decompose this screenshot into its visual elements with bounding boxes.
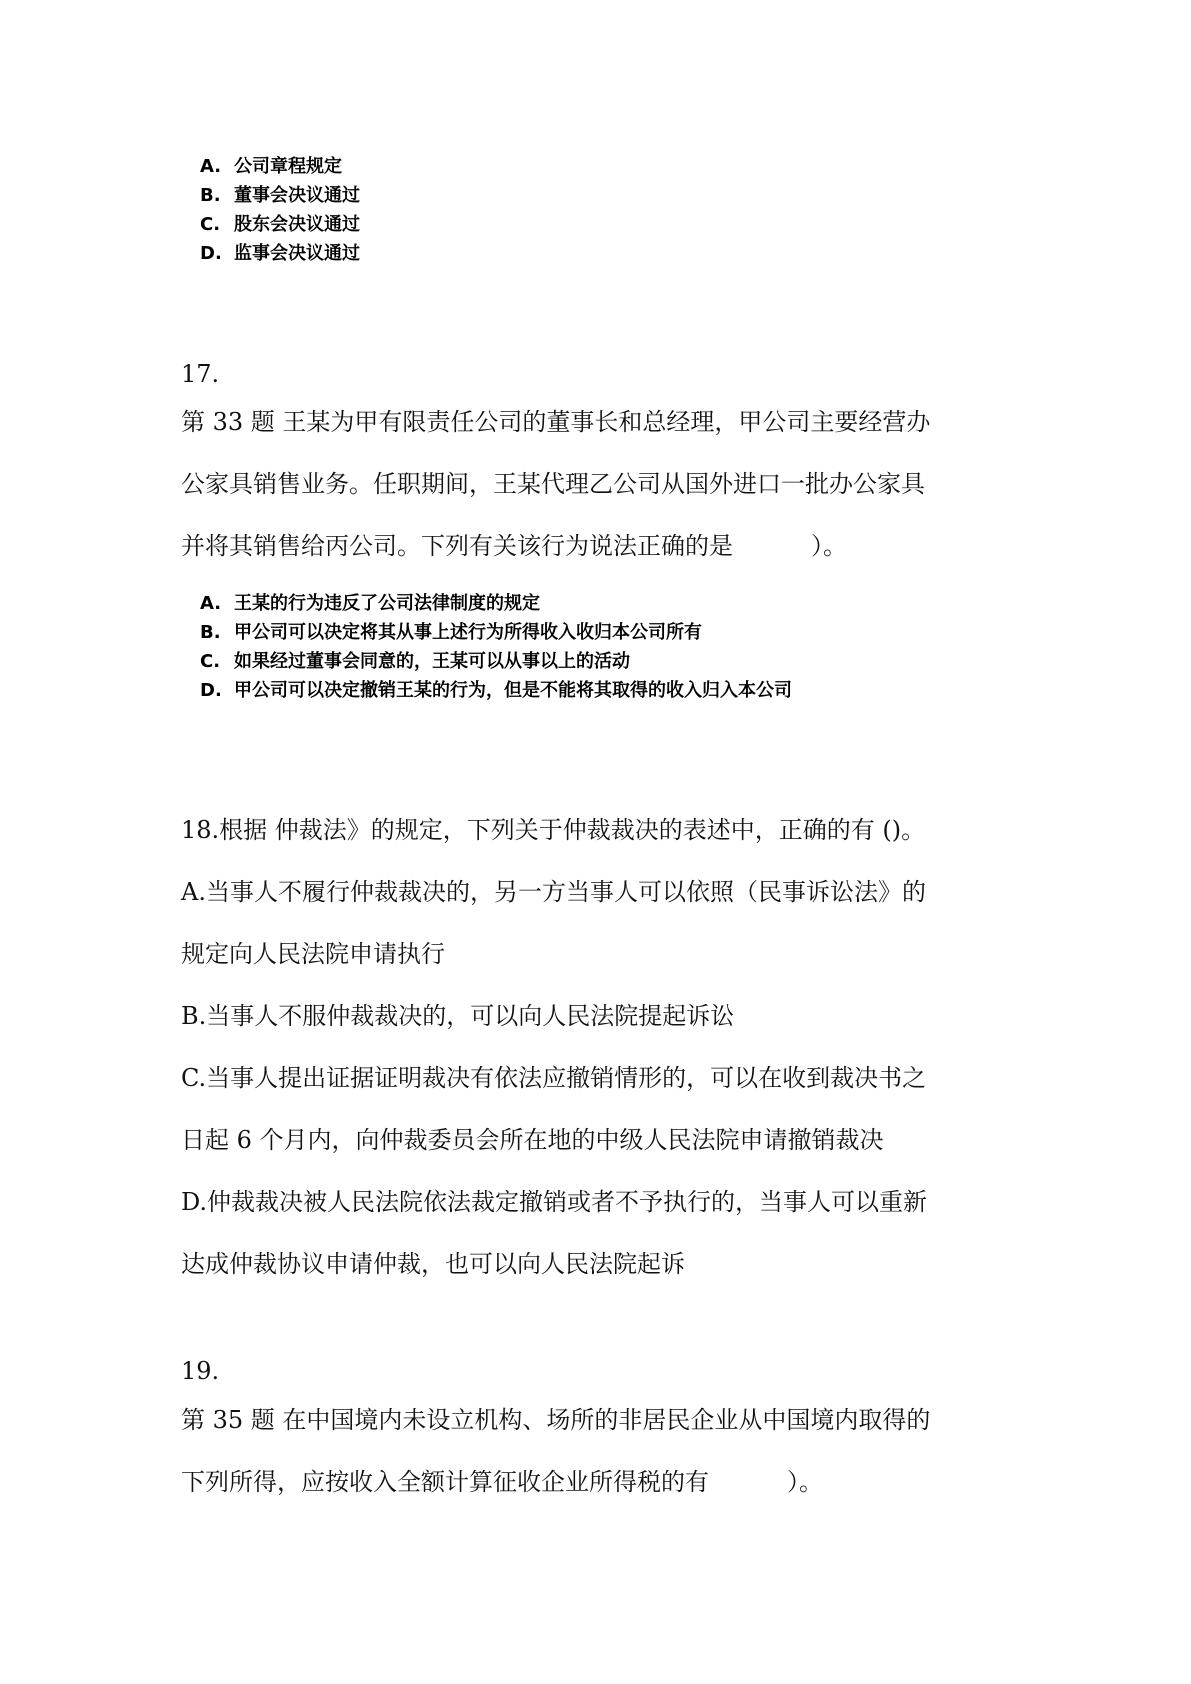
q17-line-3: [181, 530, 847, 562]
q19-line-2-text: 下列所得，应按收入全额计算征收企业所得税的有: [181, 1468, 709, 1496]
q18-line-8: 达成仲裁协议申请仲裁，也可以向人民法院起诉: [181, 1250, 685, 1278]
option-letter: A.: [200, 156, 222, 177]
q19-line-2: [181, 1466, 823, 1498]
q17-option-b: [200, 618, 792, 647]
option-letter: C.: [200, 651, 221, 672]
option-letter: D.: [200, 680, 222, 701]
q18-line-5: C.当事人提出证据证明裁决有依法应撤销情形的，可以在收到裁决书之: [181, 1064, 927, 1092]
q16-option-b: [200, 181, 360, 210]
q16-option-c: [200, 210, 360, 239]
q17-option-c: [200, 647, 792, 676]
q17-line-3-text: 并将其销售给丙公司。下列有关该行为说法正确的是: [181, 532, 733, 560]
option-text: 王某的行为违反了公司法律制度的规定: [234, 593, 540, 614]
option-text: 监事会决议通过: [234, 243, 360, 264]
q17-option-d: [200, 676, 792, 705]
q17-option-a: [200, 589, 792, 618]
q18-line-7: D.仲裁裁决被人民法院依法裁定撤销或者不予执行的，当事人可以重新: [181, 1188, 928, 1216]
q18-line-1: 18.根据 仲裁法》的规定，下列关于仲裁裁决的表述中，正确的有 ()。: [181, 816, 926, 844]
q19-line-1: 第 35 题 在中国境内未设立机构、场所的非居民企业从中国境内取得的: [181, 1406, 931, 1434]
option-letter: B.: [200, 622, 221, 643]
q16-option-d: [200, 239, 360, 268]
q17-line-3-tail: ）。: [811, 532, 847, 560]
option-text: 股东会决议通过: [234, 214, 360, 235]
q19-number: 19.: [181, 1357, 220, 1385]
q18-line-3: 规定向人民法院申请执行: [181, 940, 445, 968]
q18-line-6: 日起 6 个月内，向仲裁委员会所在地的中级人民法院申请撤销裁决: [181, 1126, 884, 1154]
option-letter: C.: [200, 214, 221, 235]
option-text: 公司章程规定: [234, 156, 342, 177]
option-text: 甲公司可以决定撤销王某的行为，但是不能将其取得的收入归入本公司: [234, 680, 792, 701]
option-text: 董事会决议通过: [234, 185, 360, 206]
q17-number: 17.: [181, 360, 220, 388]
q17-line-2: 公家具销售业务。任职期间，王某代理乙公司从国外进口一批办公家具: [181, 470, 925, 498]
q17-line-1: 第 33 题 王某为甲有限责任公司的董事长和总经理，甲公司主要经营办: [181, 408, 931, 436]
option-text: 如果经过董事会同意的，王某可以从事以上的活动: [234, 651, 630, 672]
q17-options: [200, 589, 792, 705]
q16-options: [200, 152, 360, 268]
q16-option-a: [200, 152, 360, 181]
q18-line-4: B.当事人不服仲裁裁决的，可以向人民法院提起诉讼: [181, 1002, 735, 1030]
q19-line-2-tail: ）。: [787, 1468, 823, 1496]
q18-line-2: A.当事人不履行仲裁裁决的，另一方当事人可以依照（民事诉讼法》的: [181, 878, 926, 906]
option-letter: D.: [200, 243, 222, 264]
option-letter: A.: [200, 593, 222, 614]
option-letter: B.: [200, 185, 221, 206]
option-text: 甲公司可以决定将其从事上述行为所得收入收归本公司所有: [234, 622, 702, 643]
